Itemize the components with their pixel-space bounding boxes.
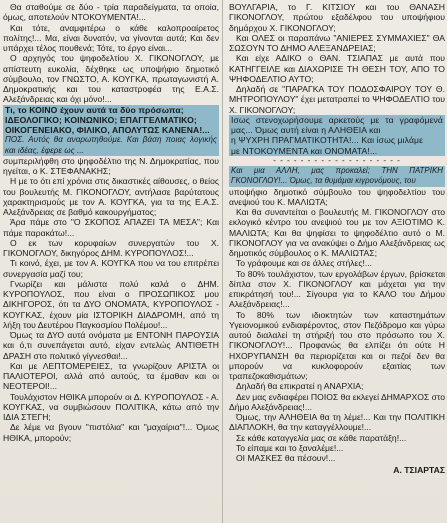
highlight-line: Ισως στενοχωρήσουμε αρκετούς με τα γραφόμενά μας... Όμως αυτή είναι η ΑΛΗΘΕΙΑ και [231,114,443,135]
paragraph: Το 80% των ιδιοκτητών των καταστημάτων Υγειονομικού ενδιαφέροντος, στον Πεζόδρομο και γύρω αυτού διαλαλεί τη στήριξή του στο πρόσωπο του Χ. ΓΙΚΟΝΟΓΛΟΥ!... Προφανώς θα ελπίζει ότι ούτε Η ΗΧΟΡΥΠΑΝΣΗ θα περιορίζεται και οι πεζοί δεν θα μπορούν να κυκλοφορούν εξαιτίας των τραπεζοκαθισμάτων; [229,309,445,381]
highlight-line: η ΨΥΧΡΗ ΠΡΑΓΜΑΤΙΚΟΤΗΤΑ!... Και ίσως μιλάμε [229,135,445,145]
paragraph: Σε κάθε καταγγελία μας σε κάθε παρατάξη!... [236,432,407,443]
paragraph: Γνωρίζει και μάλιστα πολύ καλά ο ΔΗΜ. ΚΥΡΟΠΟΥΛΟΣ, που είναι ο ΠΡΟΣΩΠΙΚΟΣ μου ΔΙΚΗΓΟΡΟΣ, ότι τα ΔΥΟ ΟΝΟΜΑΤΑ, ΚΥΡΟΠΟΥΛΟΣ - ΚΟΥΓΚΑΣ, έχουν μία ΙΣΤΟΡΙΚΗ ΔΙΑΔΡΟΜΗ, από τη λήξη του Δευτέρου Παγκοσμίου Πολέμου!... [3,278,219,330]
paragraph: Δηλαδή σε "ΠΑΡΑΓΚΑ ΤΟΥ ΠΟΔΟΣΦΑΙΡΟΥ ΤΟΥ Θ. ΜΗΤΡΟΠΟΥΛΟΥ" έχει μετατραπεί το ΨΗΦΟΔΕΛΤΙΟ του Χ. ΓΙΚΟΝΟΓΛΟΥ; [229,84,445,115]
separator-dashes: - - - - - - - - - - - - - - - - - - - [273,155,401,165]
highlight-line: Τι, το ΚΟΙΝΟ έχουν αυτά τα δύο πρόσωπα; [3,105,219,115]
paragraph: Θα σταθούμε σε δύο - τρία παραδείγματα, τα οποία, όμως, αποτελούν ΝΤΟΚΟΥΜΕΝΤΑ!... [3,2,219,23]
paragraph: Και θα συναντείται ο βουλευτής Μ. ΓΙΚΟΝΟΓΛΟΥ στο εκλογικό κέντρο του ανεψιού του με τον ΑΞΙΟΤΙΜΟ Κ. ΜΑΛΙΩΤΑ; Και θα ψηφίσει το ψηφοδέλτιο αυτό ο Μ. ΓΙΚΟΝΟΓΛΟΥ για να ανακύψει ο Δήμο Αλεξάνδρειας ως δημοτικός σύμβουλος ο Κ. ΜΑΛΙΩΤΑΣ; [229,207,445,258]
paragraph: Τι κοινό, έχει, με τον Α. ΚΟΥΓΚΑ που να του επιτρέπει συνεργασία μαζί του; [3,258,219,279]
highlight-box [229,115,445,156]
column-divider [222,0,223,523]
highlight-line: Και μια ΑΛΛΗ, μας προκαλεί; ΤΗΝ ΠΑΤΡΙΚΗ ΓΚΟΝΟΓΛΟΥ!... Όμως, τα θυμάμαι κιγρονόμους, του [231,166,443,186]
highlight-line: ΙΔΕΟΛΟΓΙΚΟ; ΚΟΙΝΩΝΙΚΟ; ΕΠΑΓΓΕΛΜΑΤΙΚΟ; [3,115,219,125]
paragraph: Και είχε ΑΔΙΚΟ ο ΘΑΝ. ΤΣΙΑΠΑΣ με αυτά που ΚΑΤΗΓΓΕΙΛΕ και ΔΙΑΧΩΡΙΣΕ ΤΗ ΘΕΣΗ ΤΟΥ, ΑΠΟ ΤΟ ΨΗΦΟΔΕΛΤΙΟ ΑΥΤΟ; [229,53,445,84]
paragraph: Η με το ότι επί χρόνια στις δικαστικές αίθουσες, ο θείος του βουλευτής Μ. ΓΙΚΟΝΟΓΛΟΥ, αντήλασε βαρύτατους χαρακτηρισμούς με τον Α. ΚΟΥΓΚΑ, για τα της Ε.Α.Σ. Αλεξάνδρειας σε βαθμό κακουργήματος; [3,176,219,217]
paragraph: Το 80% τουλάχιστον, των εργολάβων έργων, βρίσκεται δίπλα στον Χ. ΓΙΚΟΝΟΓΛΟΥ και μάχεται για την επικράτησή του!... Σίγουρα για το ΚΑΛΟ του Δήμου Αλεξάνδρειας!... [229,268,445,310]
paragraph: Δηλαδή θα επικρατεί η ΑΝΑΡΧΙΑ; [236,381,364,392]
paragraph: Ο εκ των κορυφαίων συνεργατών του Χ. ΓΙΚΟΝΟΓΛΟΥ, δικηγόρος ΔΗΜ. ΚΥΡΟΠΟΥΛΟΣ!... [3,237,219,258]
highlight-line: με ΝΤΟΚΟΥΜΕΝΤΑ και ΟΝΟΜΑΤΑ!... [229,146,445,156]
right-column [229,2,445,476]
paragraph: Όμως τα ΔΥΟ αυτά ονόματα με ΕΝΤΟΝΗ ΠΑΡΟΥΣΙΑ και ό,τι συνεπάγεται αυτό, είχαν εντελώς ΑΝΤΙΘΕΤΗ ΔΡΑΣΗ στο πολιτικό γίγνεσθαι!... [3,330,219,361]
paragraph: ΒΟΥΛΓΑΡΙΑ, το Γ. ΚΙΤΣΙΟΥ και του ΘΑΝΑΣΗ ΓΙΚΟΝΟΓΛΟΥ, πρώτου εξαδέλφου του υποψήφιου δημάρχου Χ. ΓΙΚΟΝΟΓΛΟΥ; [229,2,445,33]
paragraph: Δεν μας ενδιαφέρει ΠΟΙΟΣ θα εκλεγεί ΔΗΜΑΡΧΟΣ στο Δήμο Αλεξάνδρειας!... [229,391,445,412]
highlight-box [3,105,219,156]
paragraph: Ο αρχηγός του ψηφοδελτίου Χ. ΓΙΚΟΝΟΓΛΟΥ, με απίστευτη ευκολία, δέχθηκε ως υποψήφιο δημοτικό σύμβουλο, τον ΓΝΩΣΤΟ, Α. ΚΟΥΓΚΑ, πρωταγωνιστή Α. Δημοκρατικής και του καταστροφέα της Ε.Α.Σ. Αλεξάνδρειας και όχι μόνο!... [3,53,219,105]
highlight-line: ΠΟΣ. Αυτός θα αναρωτηθούμε. Και βάση ποιας λογικής και ιδέας, έφερε ως ... [5,135,217,155]
paragraph: ΟΙ ΜΑΣΚΕΣ θα πέσουν!... [236,453,336,463]
paragraph: Και ΟΛΕΣ οι παραπάνω "ΑΝΙΕΡΕΣ ΣΥΜΜΑΧΙΕΣ" ΘΑ ΣΩΣΟΥΝ ΤΟ ΔΗΜΟ ΑΛΕΞΑΝΔΡΕΙΑΣ; [229,32,445,53]
paragraph: Και τότε, αναμφιτέρω ο κάθε καλοπροαίρετος πολίτης!... Μα, είναι δυνατόν, να γίνονται αυτά; Και δεν υπάρχει τέλος πουθενά; Τότε, το έργο είναι... [3,22,219,53]
author-signature: Α. ΤΣΙΑΡΤΑΣ [393,465,445,476]
highlight-line: ΟΙΚΟΓΕΝΕΙΑΚΟ, ΦΙΛΙΚΟ, ΑΠΟΛΥΤΩΣ ΚΑΝΕΝΑ!... [3,125,219,135]
paragraph: Όμως, την ΑΛΗΘΕΙΑ θα τη λέμε!... Και την ΠΟΛΙΤΙΚΗ ΔΙΑΠΛΟΚΗ, θα την καταγγέλλουμε!... [229,412,445,433]
paragraph: Τουλάχιστον ΗΘΙΚΑ μπορούν οι Δ. ΚΥΡΟΠΟΥΛΟΣ - Α. ΚΟΥΓΚΑΣ, να συμβιώσουν ΠΟΛΙΤΙΚΑ, κάτω από την ΙΔΙΑ ΣΤΕΓΗ; [3,391,219,422]
left-column [3,2,219,443]
paragraph: Και με ΛΕΠΤΟΜΕΡΕΙΕΣ, τα γνωρίζουν ΑΡΙΣΤΑ οι ΠΑΛΙΟΤΕΡΟΙ, αλλά από αυτούς, τα έμαθαν και οι ΝΕΟΤΕΡΟΙ!... [3,360,219,392]
paragraph: Δε λέμε να βγουν "πιστόλια" και "μαχαίρια"!... Όμως ΗΘΙΚΑ, μπορούν; [3,422,219,443]
paragraph: Το γράφουμε και σε άλλες στήλες!... [236,258,373,269]
paragraph: Το είπαμε και το ξαναλέμε!... [236,442,344,453]
paragraph: υποψήφιο δημοτικό σύμβουλο του ψηφοδελτίου του ανεψιού του Κ. ΜΑΛΙΩΤΑ; [229,186,445,207]
paragraph: Άρα πάμε στο "Ο ΣΚΟΠΟΣ ΑΠΑΖΕΙ ΤΑ ΜΕΣΑ"; Και πάμε παρακάτω!... [3,217,219,238]
paragraph: συμπεριλήφθη στο ψηφοδέλτιο της Ν. Δημοκρατίας, που ηγείται, ο Κ. ΣΤΕΦΑΝΑΚΗΣ; [3,155,219,176]
